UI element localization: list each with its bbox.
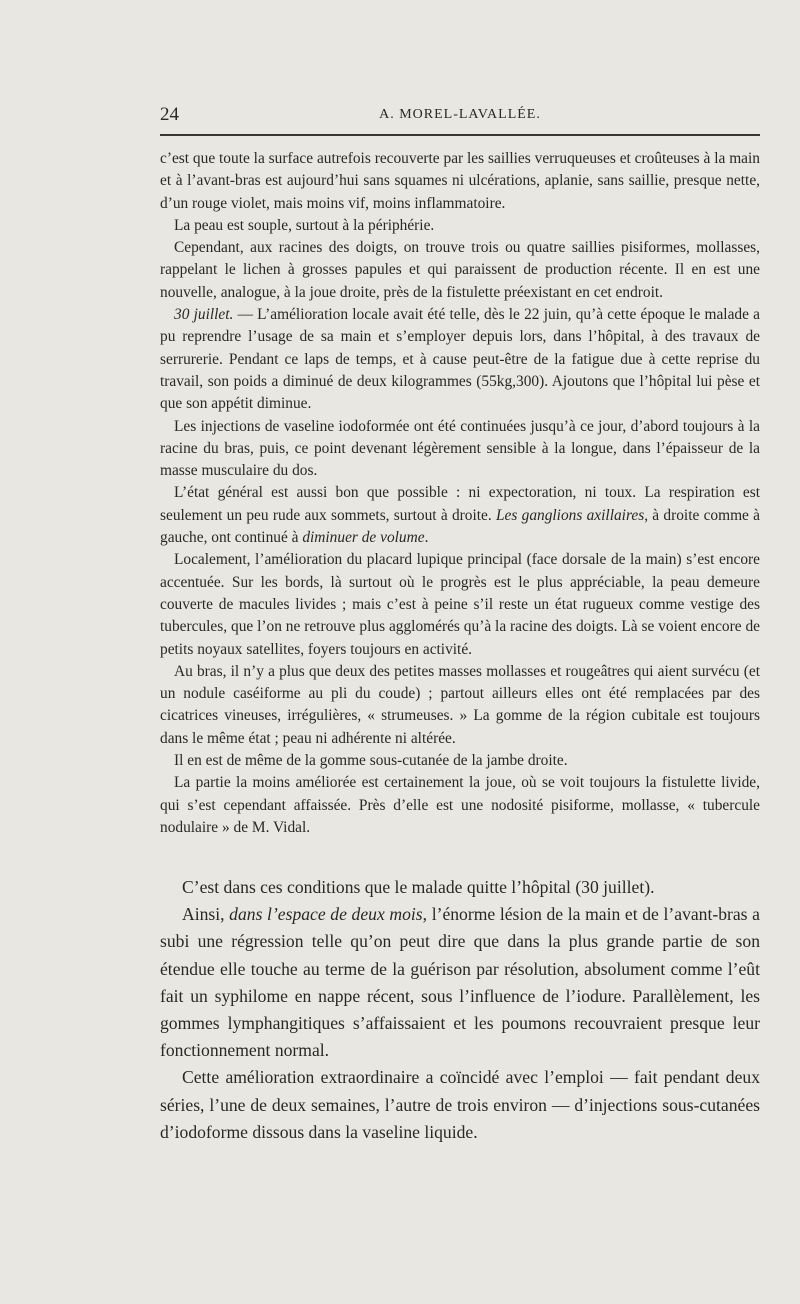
- commentary: [160, 874, 760, 1146]
- page-number: 24: [160, 104, 179, 125]
- paragraph: Localement, l’amélioration du placard lupique principal (face dorsale de la main) s’est encore accentuée. Sur les bords, là surtout où le progrès est le plus appréciable, la peau demeure couverte de macules livides ; mais c’est à peine s’il reste un état rugueux comme vestige des tubercules, que l’on ne retrouve plus agglomérés qu’à la racine des doigts. Là se voient encore de petits noyaux satellites, foyers toujours en activité.: [160, 551, 760, 658]
- paragraph: La partie la moins améliorée est certainement la joue, où se voit toujours la fistulette livide, qui s’est cependant affaissée. Près d’elle est une nodosité pisiforme, mollasse, « tubercule nodulaire » de M. Vidal.: [160, 774, 760, 836]
- paragraph: Les injections de vaseline iodoformée ont été continuées jusqu’à ce jour, d’abord toujours à la racine du bras, puis, ce point devenant légèrement sensible à la longue, dans l’épaisseur de la masse musculaire du dos.: [160, 417, 760, 480]
- paragraph: 30 juillet. — L’amélioration locale avait été telle, dès le 22 juin, qu’à cette époque le malade a pu reprendre l’usage de sa main et s’employer depuis lors, dans l’hôpital, à des travaux de serrurerie. Pendant ce laps de temps, et à cause peut-être de la fatigue due à cette reprise du travail, son poids a diminué de deux kilogrammes (55kg,300). Ajoutons que l’hôpital lui pèse et que son appétit diminue.: [160, 306, 760, 413]
- running-title: A. MOREL-LAVALLÉE.: [379, 107, 541, 122]
- paragraph: C’est dans ces conditions que le malade quitte l’hôpital (30 juillet).: [182, 877, 655, 897]
- paragraph: Cette amélioration extraordinaire a coïncidé avec l’emploi — fait pendant deux séries, l’une de deux semaines, l’autre de trois environ — d’injections sous-cutanées d’iodoforme dissous dans la vaseline liquide.: [160, 1067, 760, 1142]
- header-rule: [160, 134, 760, 136]
- paragraph: La peau est souple, surtout à la périphérie.: [174, 216, 435, 234]
- paragraph: Cependant, aux racines des doigts, on trouve trois ou quatre saillies pisiformes, mollasses, rappelant le lichen à grosses papules et qui paraissent de production récente. Il en est une nouvelle, analogue, à la joue droite, près de la fistulette préexistant en cet endroit.: [160, 239, 760, 301]
- paragraph: L’état général est aussi bon que possible : ni expectoration, ni toux. La respiration est seulement un peu rude aux sommets, surtout à droite. Les ganglions axillaires, à droite comme à gauche, ont continué à diminuer de volume.: [160, 484, 760, 547]
- paragraph: Il en est de même de la gomme sous-cutanée de la jambe droite.: [174, 752, 568, 770]
- paragraph: c’est que toute la surface autrefois recouverte par les saillies verruqueuses et croûteuses à la main et à l’avant-bras est aujourd’hui sans squames ni ulcérations, aplanie, sans saillie, presque nette, d’un rouge violet, mais moins vif, moins inflammatoire.: [160, 150, 760, 212]
- case-notes: [160, 148, 760, 839]
- paragraph: Ainsi, dans l’espace de deux mois, l’énorme lésion de la main et de l’avant-bras a subi une régression telle qu’on peut dire que dans la plus grande partie de son étendue elle touche au terme de la guérison par résolution, absolument comme l’eût fait un syphilome en nappe récent, sous l’influence de l’iodure. Parallèlement, les gommes lymphangitiques s’affaissaient et les poumons recouvraient presque leur fonctionnement normal.: [160, 904, 760, 1061]
- page-header: [160, 104, 760, 128]
- paragraph: Au bras, il n’y a plus que deux des petites masses mollasses et rougeâtres qui aient survécu (et un nodule caséiforme au pli du coude) ; partout ailleurs elles ont été remplacées par des cicatrices vineuses, irrégulières, « strumeuses. » La gomme de la région cubitale est toujours dans le même état ; peau ni adhérente ni altérée.: [160, 662, 760, 747]
- entry-date: 30 juillet.: [174, 306, 234, 324]
